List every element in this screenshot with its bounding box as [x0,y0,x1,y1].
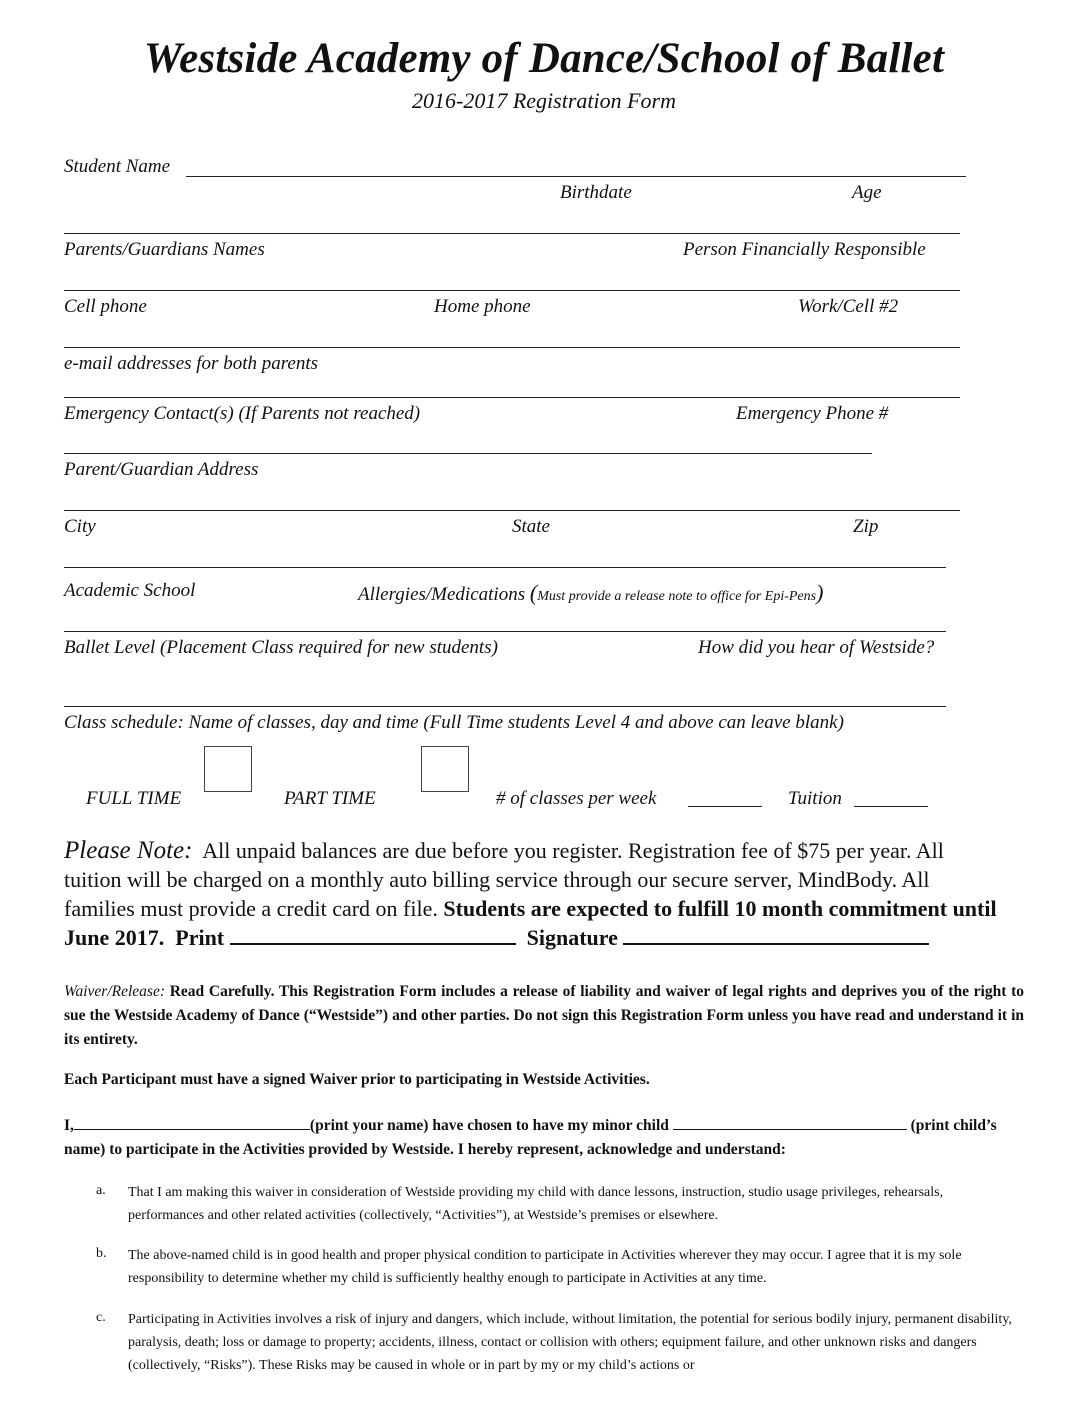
please-note-text: All unpaid balances are due before you register. Registration fee of $75 per year. All tuition will be charged on a monthly auto billing service through our secure server, MindBody. All families must provide a credit card on file. [64,838,944,921]
please-note-block [64,836,1004,952]
child-print-name-field[interactable] [673,1115,907,1130]
commitment-text: Students are expected to fulfill 10 month commitment until June 2017. [64,896,997,950]
financially-responsible-label: Person Financially Responsible [683,239,926,260]
school-allergies-field[interactable] [64,567,946,568]
age-label: Age [852,182,882,203]
hear-of-label: How did you hear of Westside? [698,637,935,658]
tuition-field[interactable] [854,806,928,807]
classes-per-week-label: # of classes per week [496,788,657,809]
waiver-intro [64,980,1024,1052]
item-a-mark: a. [96,1183,106,1198]
item-c-text: Participating in Activities involves a risk of injury and dangers, which include, without limitation, the potential for serious bodily injury, permanent disability, paralysis, death; loss or damage to property; accidents, illness, contact or collision with others; equipment failure, and other unknown risks and dangers (collectively, “Risks”). These Risks may be caused in whole or in part by my or my child’s actions or [128,1312,1012,1373]
class-schedule-field[interactable] [64,706,946,707]
print-child-text: (print child’s name) to participate in the Activities provided by Westside. I hereby represent, acknowledge and understand: [64,1117,997,1158]
emergency-field[interactable] [64,397,960,398]
academic-school-label: Academic School [64,580,196,601]
address-label: Parent/Guardian Address [64,459,259,480]
emergency-phone-label: Emergency Phone # [736,403,889,424]
each-participant-text: Each Participant must have a signed Waiver prior to participating in Westside Activities. [64,1071,650,1088]
i-prefix: I, [64,1117,74,1134]
ballet-level-field[interactable] [64,631,946,632]
city-label: City [64,516,96,537]
form-subtitle: 2016-2017 Registration Form [412,88,676,113]
email-field[interactable] [64,347,960,348]
print-field[interactable] [230,925,516,945]
allergies-text: Allergies/Medications [358,584,526,605]
full-time-label: FULL TIME [86,788,182,809]
form-title: Westside Academy of Dance/School of Ballet [143,35,945,82]
parent-print-name-field[interactable] [74,1115,310,1130]
address-field[interactable] [64,453,872,454]
part-time-checkbox[interactable] [421,746,469,792]
signature-label: Signature [526,925,618,950]
home-phone-label: Home phone [434,296,531,317]
parents-names-field[interactable] [64,233,960,234]
student-name-field[interactable] [186,176,966,177]
print-name-text: (print your name) have chosen to have my minor child [309,1117,669,1134]
work-cell-label: Work/Cell #2 [798,296,899,317]
item-c-mark: c. [96,1310,106,1325]
class-schedule-label: Class schedule: Name of classes, day and time (Full Time students Level 4 and above can leave blank) [64,712,844,733]
emergency-contact-label: Emergency Contact(s) (If Parents not reached) [64,403,421,424]
tuition-label: Tuition [788,788,842,809]
zip-label: Zip [853,516,879,537]
cell-phone-label: Cell phone [64,296,147,317]
email-label: e-mail addresses for both parents [64,353,319,374]
allergies-note: Must provide a release note to office for Epi-Pens [537,589,817,604]
item-a-text: That I am making this waiver in consideration of Westside providing my child with dance lessons, instruction, studio usage privileges, rehearsals, performances and other related activities (collectively, “Activities”), at Westside’s premises or elsewhere. [128,1185,944,1223]
item-b-text: The above-named child is in good health and proper physical condition to participate in Activities wherever they may occur. I agree that it is my sole responsibility to determine whether my child is sufficiently healthy enough to participate in Activities at any time. [128,1248,962,1286]
state-label: State [512,516,550,537]
birthdate-label: Birthdate [560,182,632,203]
waiver-names-block [64,1114,1024,1162]
item-b-mark: b. [96,1246,107,1261]
signature-field[interactable] [623,925,929,945]
student-name-label: Student Name [64,156,171,177]
ballet-level-label: Ballet Level (Placement Class required for new students) [64,637,498,658]
waiver-text: Read Carefully. This Registration Form includes a release of liability and waiver of legal rights and deprives you of the right to sue the Westside Academy of Dance (“Westside”) and other parties. Do not sign this Registration Form unless you have read and understand it in its entirety. [64,983,1025,1048]
waiver-label: Waiver/Release: [64,983,165,1000]
full-time-checkbox[interactable] [204,746,252,792]
classes-per-week-field[interactable] [688,806,762,807]
part-time-label: PART TIME [284,788,376,809]
please-note-prefix: Please Note: [64,837,193,864]
phones-field[interactable] [64,290,960,291]
print-label: Print [175,925,225,950]
city-state-zip-field[interactable] [64,510,960,511]
allergies-label: Allergies/Medications (Must provide a release note to office for Epi-Pens) [358,580,824,605]
parents-names-label: Parents/Guardians Names [64,239,265,260]
